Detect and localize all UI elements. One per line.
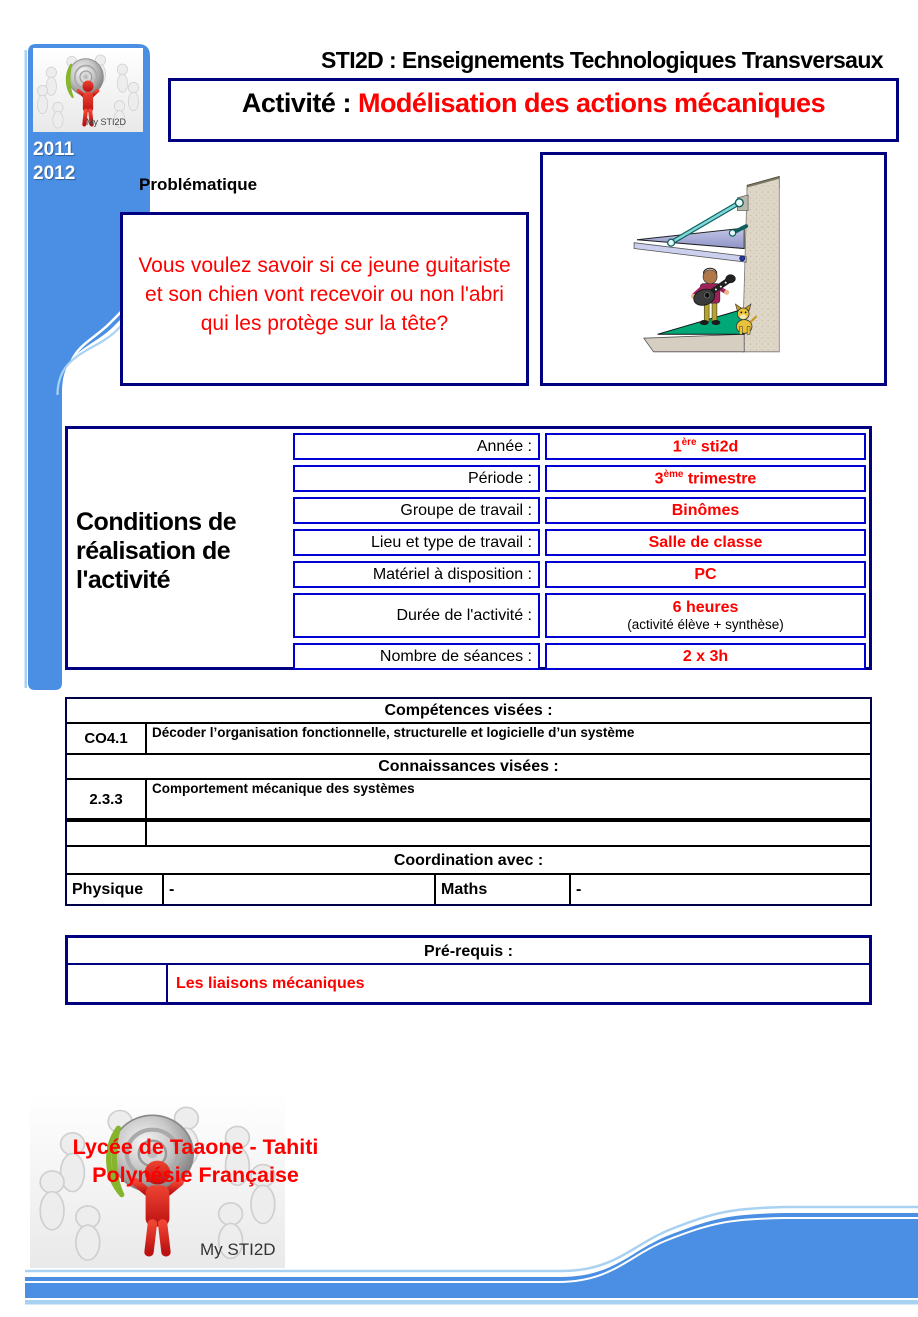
year-2: 2012: [33, 163, 76, 184]
row-note: (activité élève + synthèse): [627, 617, 784, 632]
prerequis-header: Pré-requis :: [68, 938, 869, 965]
coordination-value: -: [164, 875, 436, 904]
floor-base: [644, 334, 744, 352]
logo-caption: My STI2D: [200, 1240, 276, 1259]
row-value: 6 heures (activité élève + synthèse): [545, 593, 866, 638]
row-value: 3ème trimestre: [545, 465, 866, 492]
competence-text: Décoder l’organisation fonctionnelle, structurelle et logicielle d’un système: [152, 725, 635, 740]
wave-shape: [25, 1213, 918, 1298]
row-label: Année :: [293, 433, 540, 460]
wave-bottom-accent: [25, 1300, 918, 1305]
bottom-blue-wave: [0, 1190, 918, 1317]
wall-bolt: [740, 256, 745, 261]
table-row: [68, 965, 869, 1002]
year-1: 2011: [33, 139, 75, 160]
activity-title-box: [168, 78, 899, 142]
problem-illustration-box: [540, 152, 887, 386]
table-row: [293, 643, 866, 670]
competences-header: Compétences visées :: [384, 702, 553, 719]
connaissance-text: Comportement mécanique des systèmes: [152, 781, 415, 796]
connaissance-code: 2.3.3: [67, 780, 147, 818]
skills-table: [65, 697, 872, 906]
conditions-title: Conditions de réalisation de l'activité: [76, 507, 237, 594]
table-row-empty: [67, 820, 870, 845]
prerequis-text: Les liaisons mécaniques: [176, 974, 365, 992]
guitarist-scene: [543, 155, 884, 383]
coordination-subject: Maths: [436, 875, 571, 904]
document-title: STI2D : Enseignements Technologiques Transversaux: [321, 47, 883, 73]
school-name-line2: Polynésie Française: [92, 1163, 299, 1187]
row-value: 1ère sti2d: [545, 433, 866, 460]
conditions-title-cell: [68, 429, 290, 667]
activity-title: [171, 88, 896, 119]
table-row: [293, 593, 866, 638]
table-row: [293, 561, 866, 588]
competence-code: CO4.1: [67, 724, 147, 753]
table-row: [293, 465, 866, 492]
conditions-rows: [290, 429, 869, 667]
row-label: Nombre de séances :: [293, 643, 540, 670]
row-value: PC: [545, 561, 866, 588]
problem-text-line2: et son chien vont recevoir ou non l'abri: [145, 283, 504, 306]
pivot-joint-canopy: [668, 239, 675, 246]
row-value: Binômes: [545, 497, 866, 524]
table-row: [293, 433, 866, 460]
problematique-box: [120, 212, 529, 386]
problem-text-line1: Vous voulez savoir si ce jeune guitariste: [138, 254, 511, 277]
table-row: [67, 778, 870, 820]
connaissances-header: Connaissances visées :: [378, 758, 559, 775]
row-value: 2 x 3h: [545, 643, 866, 670]
empty-code: [67, 822, 147, 845]
table-row: [293, 529, 866, 556]
row-value: Salle de classe: [545, 529, 866, 556]
problematique-label: Problématique: [139, 175, 258, 194]
empty-text: [147, 822, 870, 845]
table-row: [293, 497, 866, 524]
coordination-row: [67, 873, 870, 904]
pivot-joint-mid: [729, 230, 735, 236]
row-label: Matériel à disposition :: [293, 561, 540, 588]
school-name: [18, 1133, 373, 1189]
activity-name: Modélisation des actions mécaniques: [357, 88, 826, 118]
row-label: Durée de l'activité :: [293, 593, 540, 638]
logo-caption: My STI2D: [86, 117, 127, 127]
coordination-value: -: [576, 880, 582, 898]
problem-text-line3: qui les protège sur la tête?: [200, 312, 449, 335]
activity-label: Activité :: [241, 88, 351, 118]
conditions-table: [65, 426, 872, 670]
sidebar-left-accent: [25, 50, 28, 688]
pivot-joint-top: [735, 199, 743, 207]
coordination-header: Coordination avec :: [67, 845, 870, 873]
row-label: Période :: [293, 465, 540, 492]
coordination-subject: Physique: [67, 875, 164, 904]
table-row: [67, 722, 870, 755]
school-name-line1: Lycée de Taaone - Tahiti: [72, 1135, 319, 1159]
school-year: [28, 138, 102, 186]
row-label: Lieu et type de travail :: [293, 529, 540, 556]
prerequis-code-cell: [68, 965, 168, 1002]
prerequis-table: [65, 935, 872, 1005]
row-label: Groupe de travail :: [293, 497, 540, 524]
